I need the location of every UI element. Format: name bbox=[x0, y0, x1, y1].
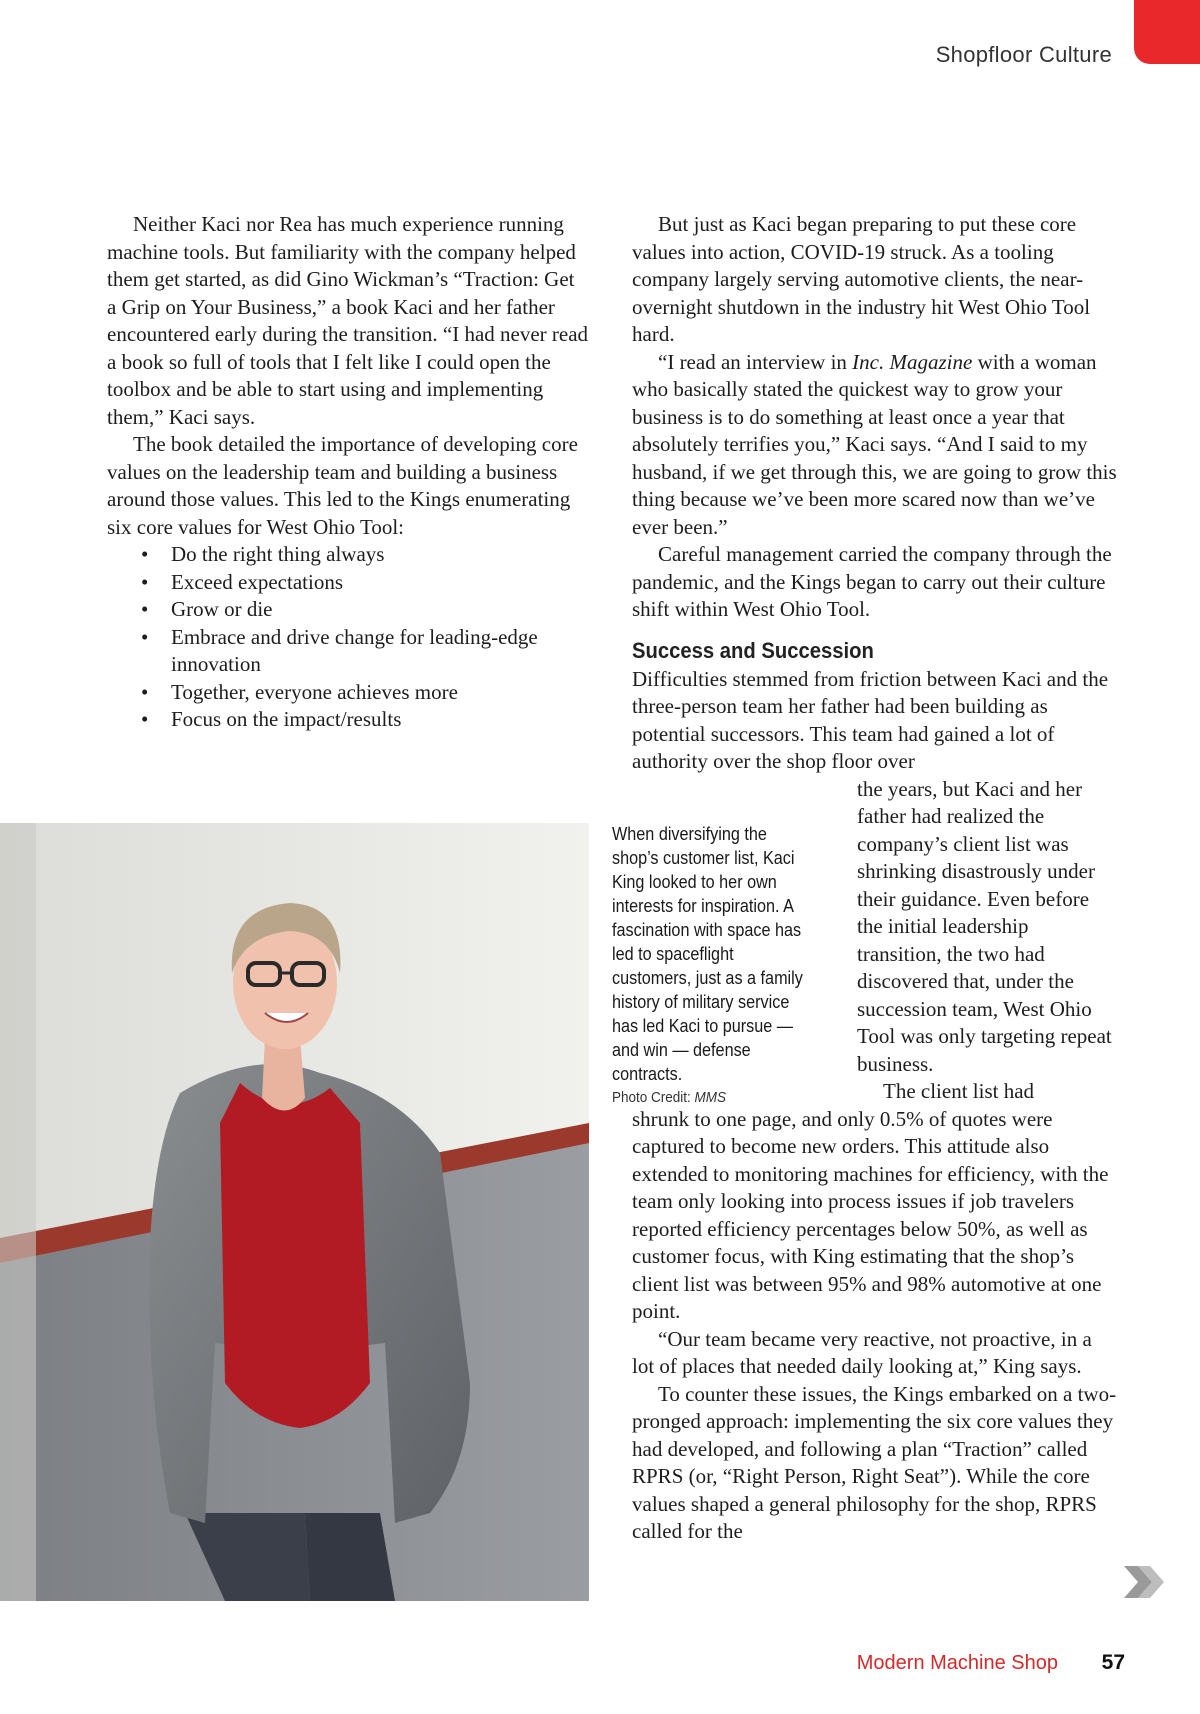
paragraph: shrunk to one page, and only 0.5% of quotes were captured to become new orders. This attitude also extended to monitoring machines for efficiency, with the team only looking into process issues if job travelers reported efficiency percentages below 50%, as well as customer focus, with King estimating that the shop’s client list was between 95% and 98% automotive at one point. bbox=[632, 1106, 1109, 1323]
left-column bbox=[107, 211, 589, 734]
photo-caption bbox=[612, 822, 810, 1110]
paragraph: Careful management carried the company through the pandemic, and the Kings began to carry out their culture shift within West Ohio Tool. bbox=[632, 542, 1112, 621]
text-run: with a woman who basically stated the quickest way to grow your business is to do something at least once a year that absolutely terrifies you,” Kaci says. “And I said to my husband, if we get through this, we are going to grow this thing because we’ve been more scared now than we’ve ever been.” bbox=[632, 349, 1117, 539]
page-number: 57 bbox=[1101, 1651, 1125, 1674]
text-run: “I read an interview in bbox=[658, 349, 853, 374]
list-item: • Together, everyone achieves more bbox=[141, 679, 589, 707]
paragraph: The book detailed the importance of developing core values on the leadership team and building a business around those values. This led to the Kings enumerating six core values for West Ohio Tool: bbox=[107, 432, 578, 539]
caption-text: When diversifying the shop’s customer list, Kaci King looked to her own interests for inspiration. A fascination with space has led to spaceflight customers, just as a family history of military service has led Kaci to pursue — and win — defense contracts. bbox=[612, 824, 803, 1084]
section-label: Shopfloor Culture bbox=[935, 42, 1112, 67]
publication-title: Inc. Magazine bbox=[852, 349, 973, 374]
paragraph bbox=[632, 349, 1117, 542]
paragraph: “Our team became very reactive, not proactive, in a lot of places that needed daily looking at,” King says. bbox=[632, 1326, 1092, 1378]
credit-name: MMS bbox=[694, 1089, 727, 1106]
double-chevron-right-icon bbox=[1122, 1562, 1166, 1602]
paragraph-wrapped: the years, but Kaci and her father had realized the company’s client list was shrinking disastrously under their guidance. Even before the initial leadership transition, the two had discovered that, under the succession team, West Ohio Tool was only targeting repeat business. bbox=[857, 776, 1112, 1076]
list-item: • Embrace and drive change for leading-edge innovation bbox=[141, 624, 589, 679]
core-values-list bbox=[141, 541, 589, 734]
paragraph: But just as Kaci began preparing to put these core values into action, COVID-19 struck. As a tooling company largely serving automotive clients, the near-overnight shutdown in the industry hit West Ohio Tool hard. bbox=[632, 212, 1091, 346]
paragraph: Difficulties stemmed from friction between Kaci and the three-person team her father had been building as potential successors. This team had gained a lot of authority over the shop floor over bbox=[632, 666, 1109, 773]
list-item: • Exceed expectations bbox=[141, 569, 589, 597]
section-tab-marker bbox=[1134, 0, 1200, 64]
footer-magazine-name: Modern Machine Shop bbox=[856, 1652, 1058, 1674]
list-item: • Grow or die bbox=[141, 596, 589, 624]
paragraph-wrapped: The client list had bbox=[883, 1079, 1035, 1103]
paragraph: Neither Kaci nor Rea has much experience running machine tools. But familiarity with the company helped them get started, as did Gino Wickman’s “Traction: Get a Grip on Your Business,” a book Kaci and her father encountered early during the transition. “I had never read a book so full of tools that I felt like I could open the toolbox and be able to start using and implementing them,” Kaci says. bbox=[107, 212, 589, 429]
credit-label: Photo Credit: bbox=[612, 1089, 695, 1106]
paragraph: To counter these issues, the Kings embarked on a two-pronged approach: implementing the six core values they had developed, and following a plan “Traction” called RPRS (or, “Right Person, Right Seat”). While the core values shaped a general philosophy for the shop, RPRS called for the bbox=[632, 1381, 1117, 1543]
section-subhead: Success and Succession bbox=[632, 637, 874, 663]
portrait-photo bbox=[0, 823, 589, 1601]
list-item: • Focus on the impact/results bbox=[141, 706, 589, 734]
photo-credit bbox=[612, 1086, 810, 1110]
list-item: • Do the right thing always bbox=[141, 541, 589, 569]
